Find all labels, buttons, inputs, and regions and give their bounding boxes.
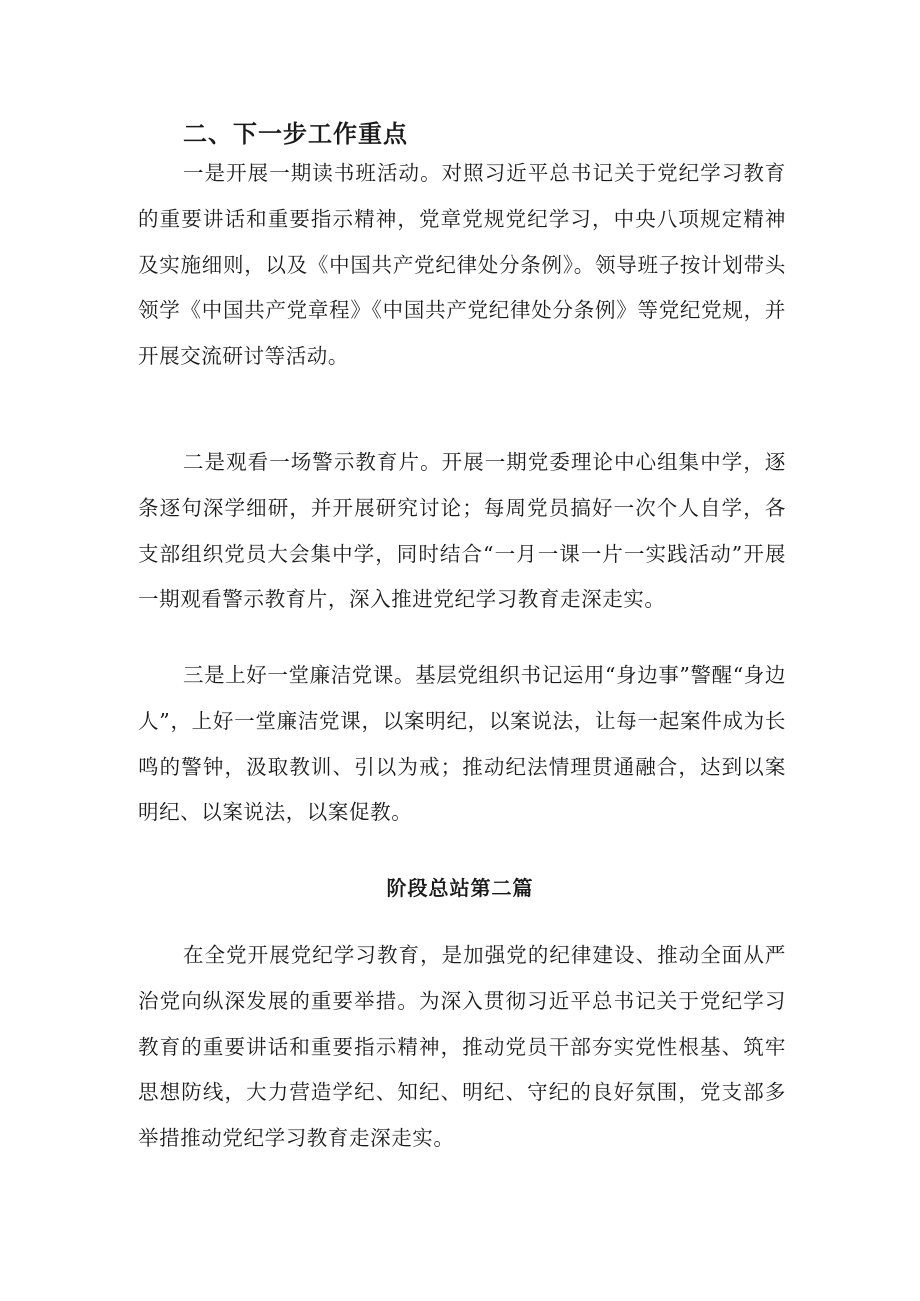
paragraph-warning-film: 二是观看一场警示教育片。开展一期党委理论中心组集中学，逐条逐句深学细研，并开展研究讨论；每周党员搞好一次个人自学，各支部组织党员大会集中学，同时结合“一月一课一片一实践活动”开展一期观看警示教育片，深入推进党纪学习教育走深走实。: [138, 450, 786, 612]
paragraph-reading-class: 一是开展一期读书班活动。对照习近平总书记关于党纪学习教育的重要讲话和重要指示精神，党章党规党纪学习，中央八项规定精神及实施细则，以及《中国共产党纪律处分条例》。领导班子按计划带头领学《中国共产党章程》《中国共产党纪律处分条例》等党纪党规，并开展交流研讨等活动。: [138, 161, 786, 369]
paragraph-intro: 在全党开展党纪学习教育，是加强党的纪律建设、推动全面从严治党向纵深发展的重要举措。为深入贯彻习近平总书记关于党纪学习教育的重要讲话和重要指示精神，推动党员干部夯实党性根基、筑牢思想防线，大力营造学纪、知纪、明纪、守纪的良好氛围，党支部多举措推动党纪学习教育走深走实。: [138, 943, 786, 1151]
document-title: 阶段总站第二篇: [386, 876, 534, 900]
paragraph-integrity-lesson: 三是上好一堂廉洁党课。基层党组织书记运用“身边事”警醒“身边人”，上好一堂廉洁党课，以案明纪，以案说法，让每一起案件成为长鸣的警钟，汲取教训、引以为戒；推动纪法情理贯通融合，达到以案明纪、以案说法，以案促教。: [138, 663, 786, 825]
section-heading: 二、下一步工作重点: [183, 120, 408, 148]
